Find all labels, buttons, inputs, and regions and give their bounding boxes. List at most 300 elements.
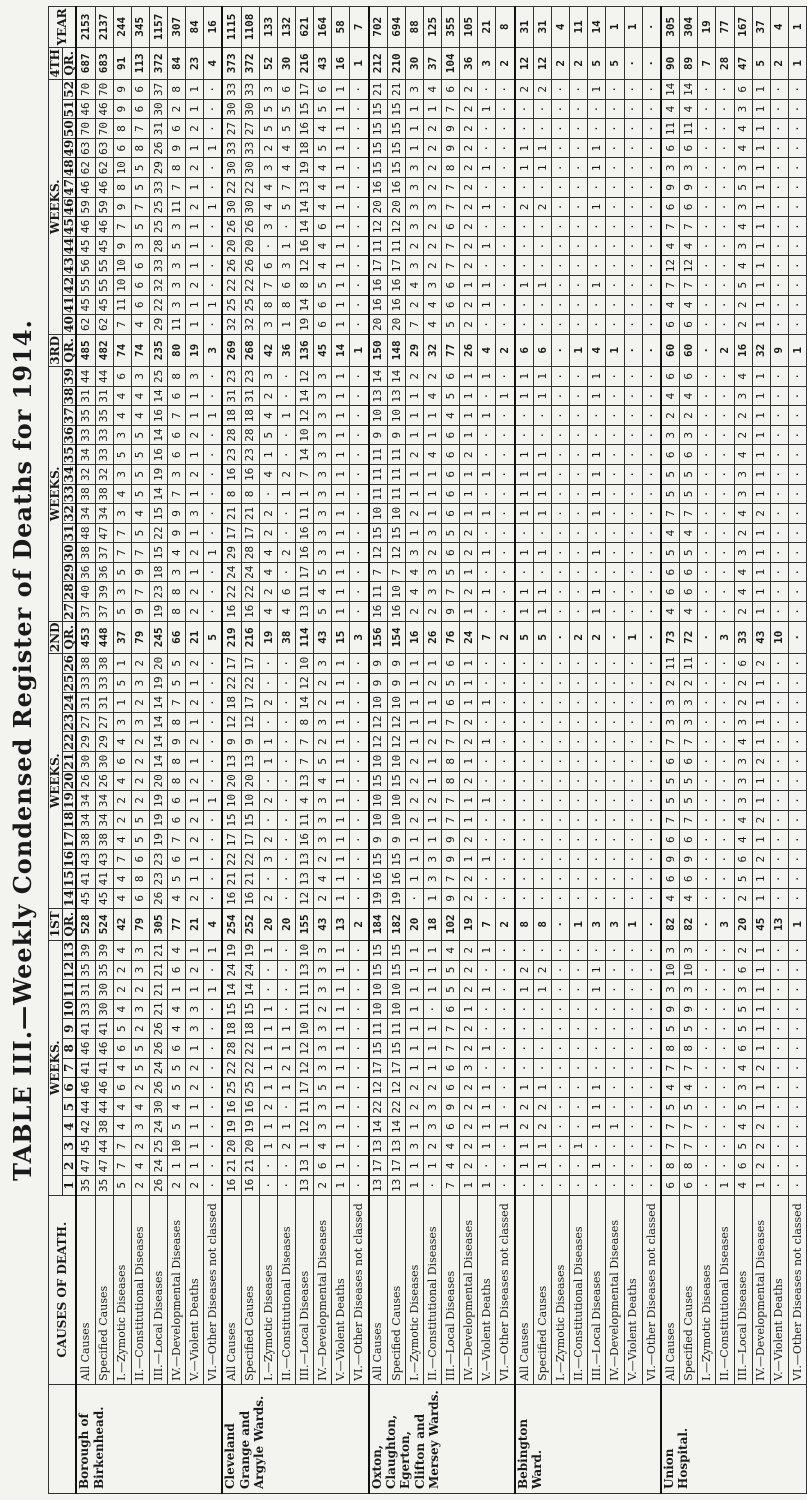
week-count: ·: [698, 386, 716, 406]
week-count: 1: [752, 1078, 770, 1098]
quarter-total: 5: [588, 47, 606, 79]
week-count: 1: [588, 980, 606, 1000]
week-count: ·: [770, 732, 788, 752]
week-count: ·: [788, 1156, 806, 1176]
week-count: ·: [204, 712, 223, 732]
week-count: 1: [332, 99, 350, 119]
quarter-total: 66: [167, 621, 185, 653]
week-count: 9: [387, 425, 405, 445]
week-count: 13: [369, 386, 388, 406]
table-row: [405, 7, 423, 1494]
week-count: 10: [387, 406, 405, 426]
table-row: [314, 7, 332, 1494]
week-count: 20: [387, 197, 405, 217]
week-count: 12: [295, 1039, 313, 1059]
week-count: 2: [424, 732, 442, 752]
week-count: 5: [314, 138, 332, 158]
week-count: ·: [788, 197, 806, 217]
year-total: 84: [185, 7, 203, 48]
week-count: 21: [149, 940, 167, 960]
cause-label: VI.—Other Diseases not classed: [350, 1195, 369, 1384]
week-count: 6: [734, 653, 752, 673]
week-count: 1: [405, 1019, 423, 1039]
week-count: 15: [387, 1039, 405, 1059]
week-count: ·: [350, 960, 369, 980]
week-count: 46: [95, 217, 113, 237]
week-count: 15: [222, 999, 241, 1019]
week-count: ·: [534, 295, 552, 315]
week-count: 1: [259, 999, 277, 1019]
week-count: 2: [131, 1136, 149, 1156]
week-count: 40: [76, 582, 95, 602]
week-count: 3: [405, 256, 423, 276]
quarter-total: ·: [624, 334, 642, 366]
week-count: 6: [131, 889, 149, 909]
week-count: 2: [460, 119, 478, 139]
week-count: 3: [314, 1097, 332, 1117]
quarter-total: 91: [113, 47, 131, 79]
week-count: ·: [478, 653, 496, 673]
week-count: ·: [588, 217, 606, 237]
quarter-total: 3: [588, 908, 606, 940]
week-count: 10: [241, 791, 259, 811]
table-row: [478, 7, 496, 1494]
week-count: 9: [680, 178, 698, 198]
district-label: Oxton, Claughton, Egerton, Clifton and Mersey Wards.: [369, 1384, 515, 1493]
week-count: 1: [424, 1039, 442, 1059]
week-count: 29: [149, 158, 167, 178]
week-count: ·: [552, 178, 570, 198]
header-week-number: 24: [61, 694, 76, 711]
table-row: [716, 7, 734, 1494]
week-count: 9: [241, 732, 259, 752]
week-count: 15: [295, 99, 313, 119]
table-row: [350, 7, 369, 1494]
quarter-total: 14: [332, 334, 350, 366]
week-count: ·: [277, 712, 295, 732]
week-count: 9: [442, 602, 460, 622]
week-count: 6: [113, 752, 131, 772]
quarter-total: 182: [387, 908, 405, 940]
week-count: 11: [167, 197, 185, 217]
week-count: 2: [734, 315, 752, 335]
week-count: ·: [698, 602, 716, 622]
week-count: 15: [369, 99, 388, 119]
quarter-total: 24: [460, 621, 478, 653]
week-count: 1: [332, 1039, 350, 1059]
week-count: 5: [131, 1039, 149, 1059]
week-count: ·: [259, 1176, 277, 1196]
week-count: 27: [241, 119, 259, 139]
week-count: ·: [788, 178, 806, 198]
header-week-number: 29: [61, 563, 76, 581]
quarter-total: 21: [185, 908, 203, 940]
week-count: ·: [788, 236, 806, 256]
week-count: 1: [588, 79, 606, 99]
week-count: 1: [515, 1136, 534, 1156]
table-row: [185, 7, 203, 1494]
week-count: 1: [515, 1156, 534, 1176]
week-count: 13: [369, 1136, 388, 1156]
week-count: 1: [478, 791, 496, 811]
week-count: 1: [752, 830, 770, 850]
week-count: 11: [295, 810, 313, 830]
week-count: 6: [167, 386, 185, 406]
week-count: 1: [332, 386, 350, 406]
year-total: ·: [642, 7, 661, 48]
week-count: 35: [95, 406, 113, 426]
quarter-total: 113: [131, 47, 149, 79]
week-count: 1: [405, 960, 423, 980]
week-count: ·: [350, 1039, 369, 1059]
week-count: 1: [185, 1039, 203, 1059]
quarter-total: 9: [770, 334, 788, 366]
week-count: 6: [680, 1176, 698, 1196]
week-count: ·: [552, 197, 570, 217]
week-count: 3: [314, 465, 332, 485]
week-count: 2: [534, 1117, 552, 1137]
week-count: ·: [552, 889, 570, 909]
week-count: 22: [369, 1097, 388, 1117]
quarter-total: 77: [442, 334, 460, 366]
week-count: ·: [570, 1039, 588, 1059]
week-count: 5: [314, 275, 332, 295]
quarter-total: 82: [680, 908, 698, 940]
week-count: 3: [424, 849, 442, 869]
week-count: ·: [496, 523, 515, 543]
week-count: ·: [624, 217, 642, 237]
week-count: 1: [588, 445, 606, 465]
week-count: ·: [716, 889, 734, 909]
week-count: 4: [661, 386, 680, 406]
week-count: ·: [716, 712, 734, 732]
week-count: ·: [788, 1019, 806, 1039]
week-count: 33: [76, 999, 95, 1019]
cause-label: II.—Constitutional Diseases: [570, 1195, 588, 1384]
year-total: 1: [788, 7, 806, 48]
week-count: 16: [295, 543, 313, 563]
week-count: ·: [770, 197, 788, 217]
week-count: 26: [222, 217, 241, 237]
week-count: 23: [222, 445, 241, 465]
week-count: ·: [552, 445, 570, 465]
week-count: 2: [277, 465, 295, 485]
week-count: 1: [424, 406, 442, 426]
week-count: ·: [770, 869, 788, 889]
week-count: 5: [259, 99, 277, 119]
week-count: ·: [698, 465, 716, 485]
week-count: ·: [552, 275, 570, 295]
week-count: ·: [552, 693, 570, 713]
week-count: 19: [241, 940, 259, 960]
week-count: 1: [185, 138, 203, 158]
week-count: 33: [95, 673, 113, 693]
week-count: 16: [222, 1176, 241, 1196]
week-count: 2: [734, 889, 752, 909]
week-count: 55: [76, 275, 95, 295]
week-count: ·: [350, 1078, 369, 1098]
week-count: 33: [76, 673, 95, 693]
week-count: 4: [259, 197, 277, 217]
week-count: ·: [496, 217, 515, 237]
week-count: ·: [496, 1097, 515, 1117]
week-count: ·: [204, 275, 223, 295]
week-count: 4: [661, 1078, 680, 1098]
week-count: 14: [295, 445, 313, 465]
week-count: 4: [259, 406, 277, 426]
week-count: 22: [241, 1039, 259, 1059]
week-count: 4: [167, 889, 185, 909]
week-count: 2: [752, 1058, 770, 1078]
week-count: ·: [642, 999, 661, 1019]
quarter-total: 18: [424, 908, 442, 940]
week-count: ·: [716, 119, 734, 139]
week-count: ·: [770, 99, 788, 119]
week-count: 1: [204, 940, 223, 960]
week-count: ·: [716, 960, 734, 980]
week-count: 28: [241, 425, 259, 445]
week-count: 4: [680, 1078, 698, 1098]
week-count: 11: [295, 980, 313, 1000]
header-week-number: 33: [61, 485, 76, 503]
week-count: 4: [734, 1176, 752, 1196]
week-count: ·: [788, 960, 806, 980]
week-count: ·: [788, 138, 806, 158]
week-count: 20: [222, 236, 241, 256]
week-count: 1: [332, 178, 350, 198]
quarter-total: 1: [570, 908, 588, 940]
week-count: 17: [295, 79, 313, 99]
week-count: 1: [515, 465, 534, 485]
week-count: 7: [680, 1058, 698, 1078]
quarter-total: 20: [259, 908, 277, 940]
week-count: 6: [442, 653, 460, 673]
header-week-number: 26: [61, 654, 76, 672]
week-count: 3: [405, 158, 423, 178]
week-count: 10: [387, 504, 405, 524]
week-count: ·: [350, 256, 369, 276]
week-count: 7: [131, 119, 149, 139]
week-count: 3: [314, 940, 332, 960]
week-count: ·: [642, 275, 661, 295]
week-count: 1: [515, 445, 534, 465]
week-count: 26: [149, 1019, 167, 1039]
week-count: 4: [734, 119, 752, 139]
week-count: 17: [241, 523, 259, 543]
quarter-total: 2: [496, 334, 515, 366]
week-count: ·: [570, 79, 588, 99]
week-count: ·: [570, 712, 588, 732]
week-count: 10: [661, 960, 680, 980]
week-count: 6: [734, 1039, 752, 1059]
week-count: ·: [698, 119, 716, 139]
week-count: ·: [788, 940, 806, 960]
week-count: 18: [149, 562, 167, 582]
week-count: 33: [149, 178, 167, 198]
week-count: ·: [570, 1156, 588, 1176]
cause-label: All Causes: [661, 1195, 680, 1384]
week-count: ·: [716, 504, 734, 524]
week-count: ·: [277, 732, 295, 752]
week-count: 7: [442, 99, 460, 119]
week-count: ·: [770, 425, 788, 445]
week-count: 1: [204, 980, 223, 1000]
week-count: ·: [770, 849, 788, 869]
week-count: 33: [241, 79, 259, 99]
week-count: ·: [496, 79, 515, 99]
week-count: ·: [642, 197, 661, 217]
week-count: 4: [734, 445, 752, 465]
week-count: 5: [734, 869, 752, 889]
week-count: ·: [588, 315, 606, 335]
week-count: ·: [606, 980, 624, 1000]
week-count: 3: [113, 504, 131, 524]
week-count: 13: [369, 1176, 388, 1196]
week-count: 2: [460, 960, 478, 980]
week-count: 2: [460, 99, 478, 119]
week-count: ·: [552, 523, 570, 543]
week-count: 15: [149, 543, 167, 563]
week-count: 1: [752, 445, 770, 465]
week-count: 1: [332, 712, 350, 732]
week-count: 1: [460, 693, 478, 713]
week-count: 4: [113, 386, 131, 406]
week-count: 9: [113, 236, 131, 256]
week-count: 1: [752, 940, 770, 960]
week-count: 17: [295, 1078, 313, 1098]
week-count: ·: [478, 869, 496, 889]
week-count: ·: [204, 960, 223, 980]
week-count: 3: [314, 1039, 332, 1059]
week-count: 1: [277, 236, 295, 256]
week-count: ·: [204, 693, 223, 713]
week-count: 1: [588, 1156, 606, 1176]
week-count: ·: [277, 523, 295, 543]
week-count: ·: [496, 445, 515, 465]
table-row: [734, 7, 752, 1494]
quarter-total: 5: [515, 621, 534, 653]
quarter-total: 305: [149, 908, 167, 940]
header-week-number: 49: [61, 139, 76, 157]
week-count: ·: [624, 732, 642, 752]
week-count: 8: [167, 771, 185, 791]
week-count: ·: [698, 256, 716, 276]
quarter-total: 4: [204, 47, 223, 79]
week-count: 4: [277, 138, 295, 158]
week-count: 7: [661, 217, 680, 237]
week-count: ·: [552, 465, 570, 485]
week-count: 34: [76, 791, 95, 811]
week-count: 3: [259, 217, 277, 237]
week-count: ·: [588, 256, 606, 276]
week-count: 31: [76, 693, 95, 713]
week-count: 15: [387, 158, 405, 178]
week-count: ·: [606, 295, 624, 315]
week-count: 1: [515, 158, 534, 178]
week-count: 7: [113, 315, 131, 335]
week-count: ·: [588, 693, 606, 713]
week-count: ·: [788, 79, 806, 99]
week-count: 45: [95, 295, 113, 315]
week-count: 4: [442, 1156, 460, 1176]
week-count: ·: [770, 158, 788, 178]
week-count: ·: [642, 178, 661, 198]
week-count: ·: [534, 869, 552, 889]
week-count: 3: [314, 1058, 332, 1078]
week-count: 4: [113, 999, 131, 1019]
week-count: 14: [222, 980, 241, 1000]
week-count: 2: [424, 366, 442, 386]
quarter-total: 524: [95, 908, 113, 940]
week-count: ·: [552, 1097, 570, 1117]
table-row: [387, 7, 405, 1494]
week-count: 34: [76, 810, 95, 830]
week-count: 1: [405, 653, 423, 673]
quarter-total: ·: [642, 621, 661, 653]
week-count: ·: [534, 771, 552, 791]
week-count: 14: [295, 217, 313, 237]
week-count: ·: [624, 275, 642, 295]
week-count: 5: [167, 1058, 185, 1078]
week-count: 3: [405, 1136, 423, 1156]
week-count: ·: [642, 771, 661, 791]
week-count: ·: [350, 315, 369, 335]
quarter-total: 485: [76, 334, 95, 366]
week-count: 1: [570, 1136, 588, 1156]
week-count: ·: [624, 386, 642, 406]
quarter-total: 216: [295, 47, 313, 79]
week-count: ·: [698, 1097, 716, 1117]
week-count: 1: [588, 197, 606, 217]
district-label: Cleveland Grange and Argyle Wards.: [222, 1384, 368, 1493]
week-count: ·: [606, 791, 624, 811]
week-count: 28: [241, 543, 259, 563]
week-count: 10: [295, 425, 313, 445]
year-total: 37: [752, 7, 770, 48]
week-count: 1: [332, 425, 350, 445]
week-count: 1: [185, 1117, 203, 1137]
week-count: ·: [496, 562, 515, 582]
week-count: 2: [259, 791, 277, 811]
week-count: 9: [222, 732, 241, 752]
cause-label: Specified Causes: [95, 1195, 113, 1384]
quarter-total: 26: [424, 621, 442, 653]
cause-label: Specified Causes: [680, 1195, 698, 1384]
week-count: 5: [734, 1097, 752, 1117]
quarter-total: 79: [131, 908, 149, 940]
week-count: 4: [113, 940, 131, 960]
week-count: 1: [185, 79, 203, 99]
week-count: ·: [788, 523, 806, 543]
week-count: 2: [113, 980, 131, 1000]
week-count: 56: [76, 256, 95, 276]
week-count: ·: [770, 315, 788, 335]
week-count: ·: [698, 849, 716, 869]
week-count: 1: [460, 465, 478, 485]
week-count: 1: [752, 158, 770, 178]
week-count: 4: [113, 484, 131, 504]
week-count: 20: [241, 771, 259, 791]
week-count: ·: [588, 889, 606, 909]
week-count: ·: [350, 752, 369, 772]
week-count: 1: [515, 543, 534, 563]
week-count: 3: [405, 217, 423, 237]
week-count: ·: [624, 99, 642, 119]
week-count: 1: [478, 465, 496, 485]
week-count: 2: [185, 830, 203, 850]
week-count: 8: [167, 366, 185, 386]
week-count: 19: [295, 158, 313, 178]
